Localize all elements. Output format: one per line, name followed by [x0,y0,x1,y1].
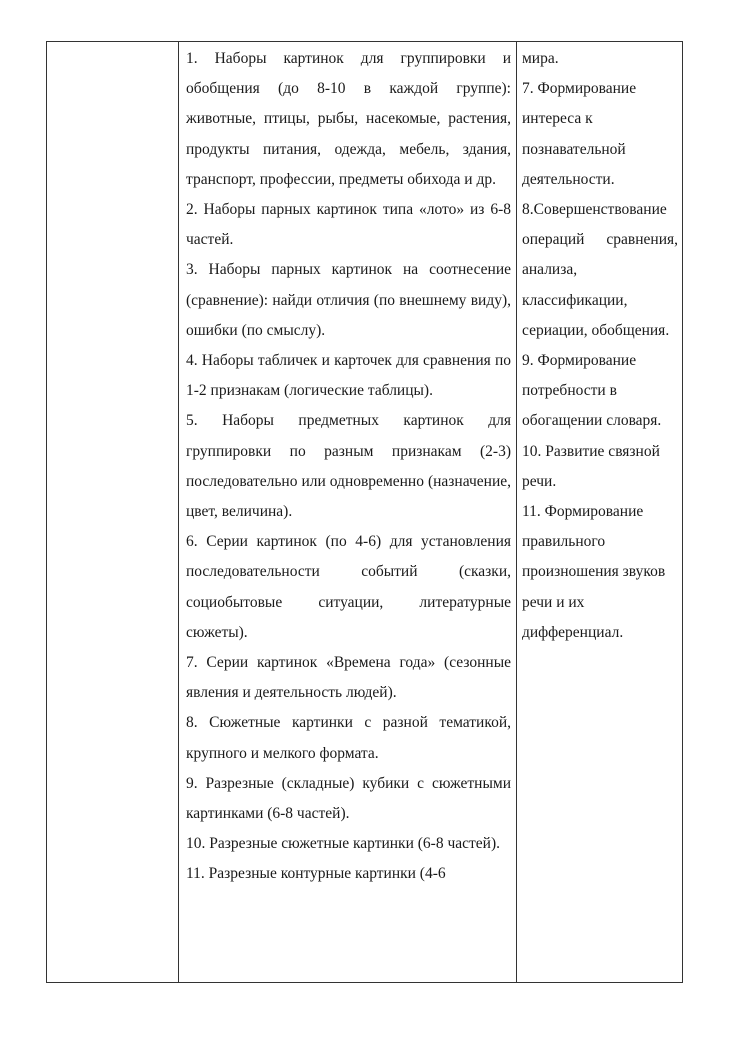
material-item: 6. Серии картинок (по 4-6) для установления последовательности событий (сказки, социобытовые ситуации, литературные сюжеты). [186,533,511,641]
material-item: 3. Наборы парных картинок на соотнесение (сравнение): найди отличия (по внешнему виду), ошибки (по смыслу). [186,261,511,339]
table-row [47,42,683,983]
goal-item: 10. Развитие связной речи. [522,442,660,490]
material-item: 2. Наборы парных картинок типа «лото» из 6-8 частей. [186,201,511,249]
material-item: 11. Разрезные контурные картинки (4-6 [186,865,446,883]
goals-list [517,42,682,648]
content-table [46,41,683,983]
goal-item: 9. Формирование потребности в обогащении словаря. [522,352,662,430]
material-item: 10. Разрезные сюжетные картинки (6-8 частей). [186,835,500,853]
materials-cell [179,42,517,983]
material-item: 5. Наборы предметных картинок для группировки по разным признакам (2-3) последовательно или одновременно (назначение, цвет, величина). [186,412,511,521]
goals-cell [517,42,683,983]
material-item: 8. Сюжетные картинки с разной тематикой, крупного и мелкого формата. [186,714,511,762]
materials-list [179,42,516,890]
empty-cell [47,42,179,983]
goal-item: 11. Формирование правильного произношения звуков речи и их дифференциал. [522,503,666,641]
material-item: 7. Серии картинок «Времена года» (сезонные явления и деятельность людей). [186,654,511,702]
material-item: 9. Разрезные (складные) кубики с сюжетными картинками (6-8 частей). [186,774,511,823]
goal-item: мира. [522,50,559,67]
goal-item: 7. Формирование интереса к познавательной деятельности. [522,80,637,188]
material-item: 1. Наборы картинок для группировки и обобщения (до 8-10 в каждой группе): животные, птицы, рыбы, насекомые, растения, продукты питания, одежда, мебель, здания, транспорт, профессии, предметы обихода и др. [186,50,511,188]
goal-item: 8.Совершенствование операций сравнения, анализа, классификации, сериации, обобщения. [522,201,678,339]
material-item: 4. Наборы табличек и карточек для сравнения по 1-2 признакам (логические таблицы). [186,352,511,400]
